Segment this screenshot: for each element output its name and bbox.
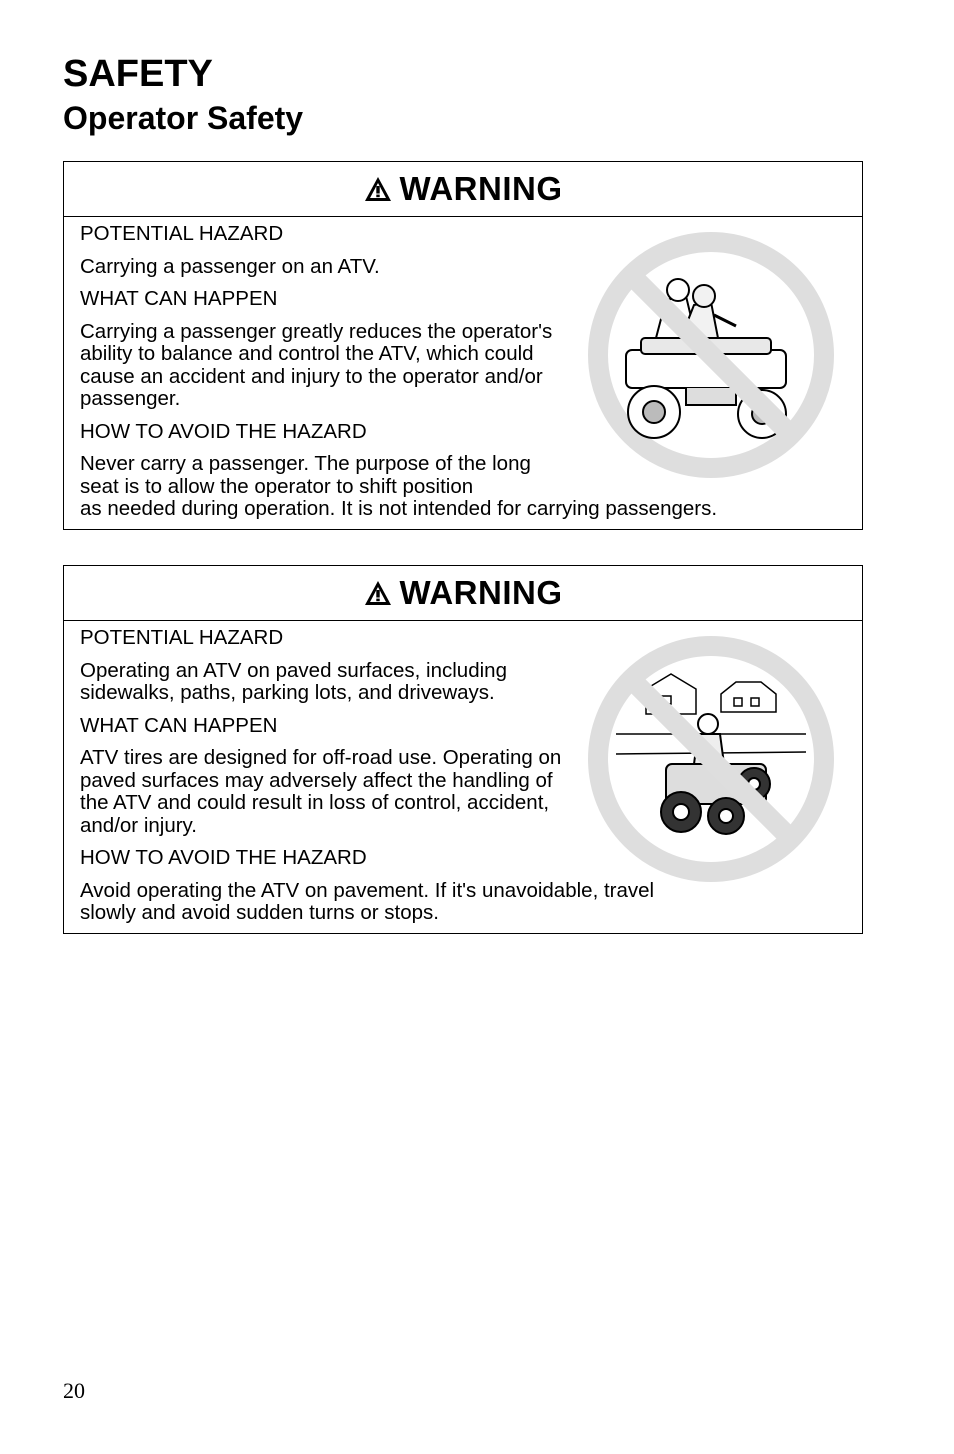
warning-title: WARNING	[399, 574, 563, 611]
section-subtitle: Operator Safety	[63, 100, 304, 136]
hazard-text: Carrying a passenger on an ATV.	[80, 254, 380, 278]
happen-text: ATV tires are designed for off-road use. Operating on paved surfaces may adversely affect the handling of the ATV and could result in loss of control, accident, and/or injury.	[80, 746, 562, 837]
happen-label: WHAT CAN HAPPEN	[80, 713, 278, 737]
warning-box-passenger	[63, 161, 863, 530]
section-title: SAFETY	[63, 53, 213, 95]
avoid-label: HOW TO AVOID THE HAZARD	[80, 419, 367, 443]
warning-triangle-icon	[364, 580, 392, 606]
hazard-label: POTENTIAL HAZARD	[80, 626, 284, 649]
warning-body	[64, 217, 862, 529]
avoid-text-end: as needed during operation. It is not intended for carrying passengers.	[80, 497, 718, 520]
warning-header	[64, 162, 862, 217]
no-pavement-illustration	[586, 634, 836, 884]
happen-label: WHAT CAN HAPPEN	[80, 287, 278, 310]
warning-box-pavement	[63, 565, 863, 934]
warning-header	[64, 566, 862, 621]
happen-text: Carrying a passenger greatly reduces the operator's ability to balance and control the ATV, which could cause an accident and injury to the operator and/or passenger.	[80, 319, 553, 410]
warning-title: WARNING	[399, 170, 563, 207]
page-number: 20	[63, 1378, 85, 1403]
avoid-label: HOW TO AVOID THE HAZARD	[80, 846, 367, 869]
hazard-label: POTENTIAL HAZARD	[80, 222, 284, 245]
avoid-text-part: Never carry a passenger. The purpose of the long seat is to allow the operator to shift position	[80, 452, 531, 498]
warning-triangle-icon	[364, 176, 392, 202]
warning-body	[64, 621, 862, 933]
no-passenger-illustration	[586, 230, 836, 480]
avoid-text: Avoid operating the ATV on pavement. If it's unavoidable, travel slowly and avoid sudden turns or stops.	[80, 878, 655, 924]
hazard-text: Operating an ATV on paved surfaces, including sidewalks, paths, parking lots, and driveways.	[80, 658, 507, 704]
